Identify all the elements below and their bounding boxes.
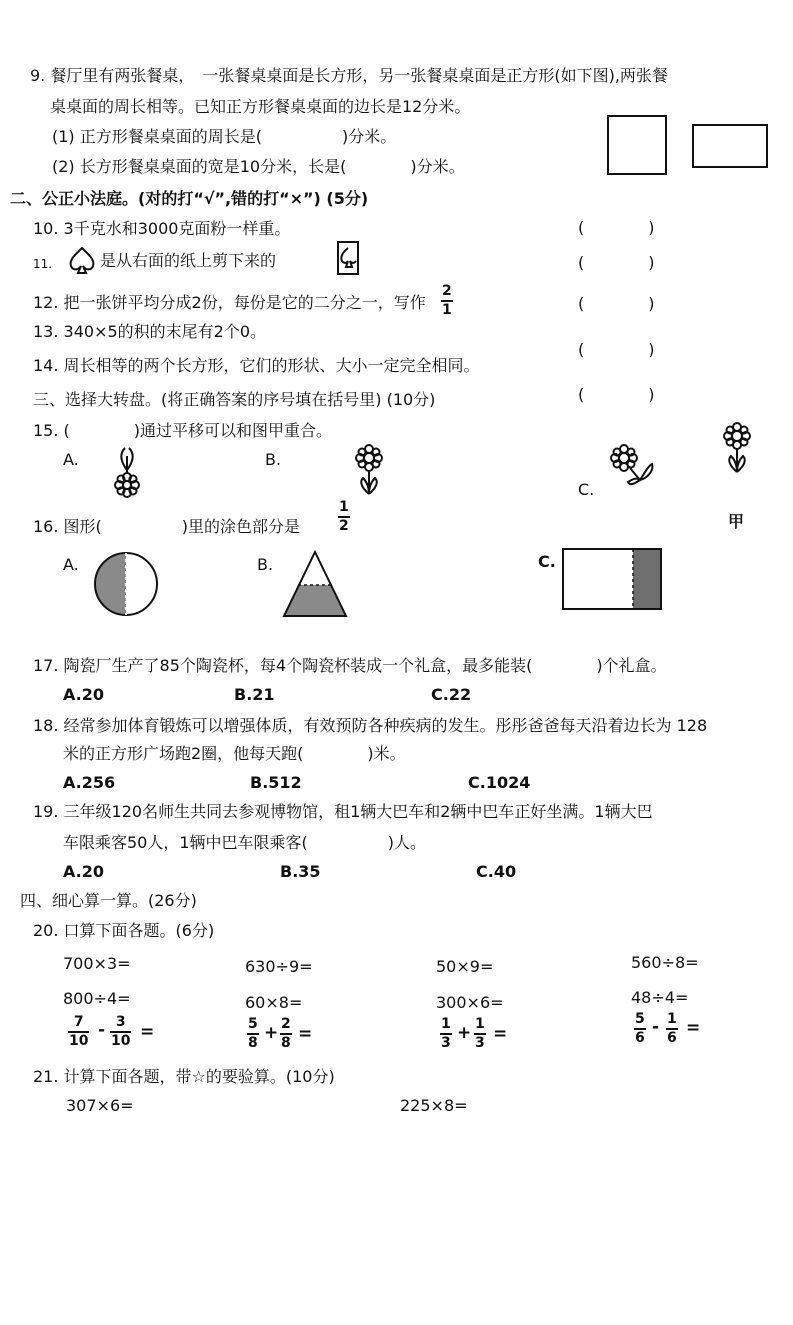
answer-blank-q10[interactable]: ( )	[578, 218, 655, 237]
operator: -	[652, 1017, 660, 1037]
q19-option-b: B.35	[280, 862, 321, 881]
numerator: 2	[281, 1016, 291, 1032]
section4-title: 四、细心算一算。(26分)	[20, 891, 197, 910]
denominator: 6	[667, 1030, 677, 1046]
fraction-a	[634, 1012, 646, 1046]
written-calc-1: 307×6=	[66, 1096, 134, 1115]
oral-calc-4: 560÷8=	[631, 953, 699, 972]
q15-option-c-label: C.	[578, 480, 595, 499]
q12-fraction	[441, 284, 453, 318]
fraction-a	[68, 1015, 89, 1049]
denominator: 3	[441, 1035, 451, 1051]
q14-text: 14. 周长相等的两个长方形，它们的形状、大小一定完全相同。	[33, 356, 480, 375]
fraction-b	[666, 1012, 678, 1046]
q18-option-a: A.256	[63, 773, 116, 792]
numerator: 1	[475, 1016, 485, 1032]
flower-icon	[108, 444, 146, 502]
q19-line1: 19. 三年级120名师生共同去参观博物馆，租1辆大巴车和2辆中巴车正好坐满。1辆大巴	[33, 802, 653, 821]
flower-icon	[718, 420, 756, 478]
q16-option-a-label: A.	[63, 555, 79, 574]
numerator: 7	[73, 1014, 84, 1030]
cut-paper-icon	[336, 240, 362, 276]
answer-blank-q13[interactable]: ( )	[578, 340, 655, 359]
oral-calc-6: 60×8=	[245, 993, 303, 1012]
denominator: 3	[475, 1035, 485, 1051]
equals-sign: =	[493, 1024, 508, 1044]
section3-title: 三、选择大转盘。(将正确答案的序号填在括号里) (10分)	[33, 390, 436, 409]
q17-option-b: B.21	[234, 685, 275, 704]
square-table-icon	[607, 115, 667, 175]
q12-fraction-numerator: 2	[442, 283, 452, 299]
oral-calc-3: 50×9=	[436, 957, 494, 976]
q18-line2: 米的正方形广场跑2圈，他每天跑( )米。	[63, 744, 406, 763]
q12-fraction-denominator: 1	[442, 302, 452, 318]
numerator: 5	[635, 1011, 645, 1027]
denominator: 8	[248, 1035, 258, 1051]
q16-fraction-denominator: 2	[339, 518, 349, 534]
answer-blank-q12[interactable]: ( )	[578, 294, 655, 313]
q11-number: 11.	[33, 257, 53, 271]
circle-half-icon	[93, 551, 159, 617]
denominator: 8	[281, 1035, 291, 1051]
q18-option-c: C.1024	[468, 773, 531, 792]
answer-blank-q14[interactable]: ( )	[578, 385, 655, 404]
q16-option-c-label: C.	[538, 552, 556, 571]
q9-sub2: (2) 长方形餐桌桌面的宽是10分米，长是( )分米。	[52, 157, 465, 176]
denominator: 10	[69, 1033, 89, 1049]
q9-line2: 桌桌面的周长相等。已知正方形餐桌桌面的边长是12分米。	[50, 97, 471, 116]
q18-option-b: B.512	[250, 773, 302, 792]
q10-text: 10. 3千克水和3000克面粉一样重。	[33, 219, 291, 238]
triangle-shaded-icon	[282, 550, 348, 618]
equals-sign: =	[298, 1024, 313, 1044]
q17-option-a: A.20	[63, 685, 105, 704]
q20-text: 20. 口算下面各题。(6分)	[33, 921, 215, 940]
equals-sign: =	[686, 1018, 701, 1038]
q19-line2: 车限乘客50人，1辆中巴车限乘客( )人。	[63, 833, 427, 852]
q15-text: 15. ( )通过平移可以和图甲重合。	[33, 421, 333, 440]
fraction-b	[474, 1017, 486, 1051]
operator: +	[264, 1023, 279, 1043]
q15-option-a-label: A.	[63, 450, 79, 469]
numerator: 1	[441, 1016, 451, 1032]
q16-fraction	[338, 500, 350, 534]
q9-sub1: (1) 正方形餐桌桌面的周长是( )分米。	[52, 127, 397, 146]
fraction-b	[110, 1015, 131, 1049]
oral-calc-1: 700×3=	[63, 954, 131, 973]
fraction-b	[280, 1017, 292, 1051]
q19-option-a: A.20	[63, 862, 105, 881]
denominator: 6	[635, 1030, 645, 1046]
q16-option-b-label: B.	[257, 555, 274, 574]
q15-option-b-label: B.	[265, 450, 282, 469]
oral-calc-2: 630÷9=	[245, 957, 313, 976]
q11-text: 是从右面的纸上剪下来的	[100, 251, 277, 270]
q9-line1: 9. 餐厅里有两张餐桌， 一张餐桌桌面是长方形，另一张餐桌桌面是正方形(如下图),两张餐	[30, 66, 668, 85]
operator: +	[457, 1023, 472, 1043]
flower-icon	[350, 442, 388, 500]
q17-option-c: C.22	[431, 685, 472, 704]
fraction-a	[247, 1017, 259, 1051]
q19-option-c: C.40	[476, 862, 517, 881]
q12-text: 12. 把一张饼平均分成2份，每份是它的二分之一，写作	[33, 293, 426, 312]
numerator: 1	[667, 1011, 677, 1027]
section2-title: 二、公正小法庭。(对的打“√”,错的打“×”) (5分)	[10, 189, 369, 208]
written-calc-2: 225×8=	[400, 1096, 468, 1115]
oral-calc-7: 300×6=	[436, 993, 504, 1012]
flower-icon	[604, 440, 656, 488]
oral-calc-8: 48÷4=	[631, 988, 689, 1007]
oral-calc-5: 800÷4=	[63, 989, 131, 1008]
q18-line1: 18. 经常参加体育锻炼可以增强体质，有效预防各种疾病的发生。彤彤爸爸每天沿着边长为 128	[33, 716, 708, 735]
operator: -	[98, 1020, 106, 1040]
rectangle-table-icon	[692, 124, 768, 168]
rectangle-shaded-icon	[562, 548, 662, 610]
numerator: 3	[115, 1014, 126, 1030]
q13-text: 13. 340×5的积的末尾有2个0。	[33, 322, 267, 341]
q16-fraction-numerator: 1	[339, 499, 349, 515]
answer-blank-q11[interactable]: ( )	[578, 253, 655, 272]
fraction-a	[440, 1017, 452, 1051]
denominator: 10	[111, 1033, 131, 1049]
numerator: 5	[248, 1016, 258, 1032]
q17-text: 17. 陶瓷厂生产了85个陶瓷杯，每4个陶瓷杯装成一个礼盒，最多能装( )个礼盒。	[33, 656, 667, 675]
q15-jia-label: 甲	[728, 512, 745, 531]
q21-text: 21. 计算下面各题，带☆的要验算。(10分)	[33, 1067, 335, 1086]
equals-sign: =	[140, 1022, 155, 1042]
q16-text: 16. 图形( )里的涂色部分是	[33, 517, 301, 536]
spade-shape-icon	[68, 246, 96, 276]
